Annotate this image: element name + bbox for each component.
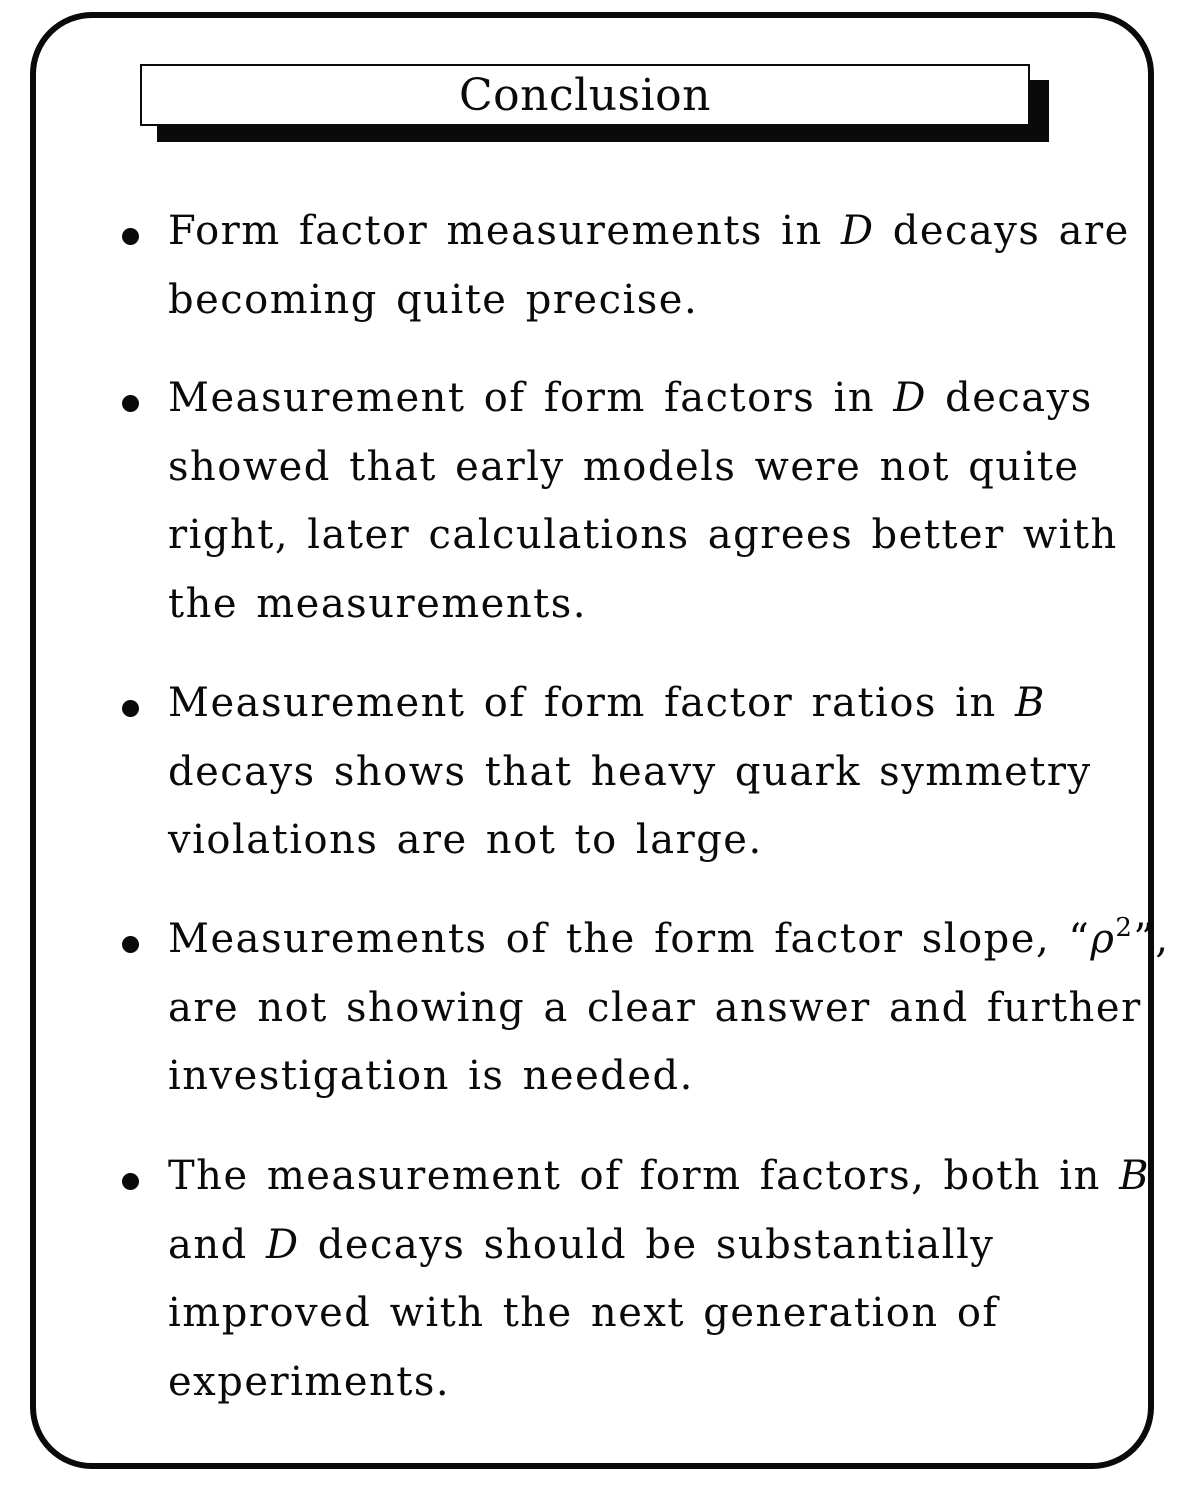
- bullet-text: [168, 905, 1170, 1111]
- text-line: Measurement of form factors in D decays: [168, 375, 1093, 421]
- text-line: The measurement of form factors, both in B: [168, 1153, 1150, 1199]
- text-line: improved with the next generation of: [168, 1290, 999, 1336]
- bullet-text: [168, 669, 1148, 875]
- text-line: investigation is needed.: [168, 1053, 694, 1099]
- bullet-text: [168, 197, 1148, 334]
- text-line: experiments.: [168, 1358, 451, 1405]
- bullet-dot-icon: [122, 228, 139, 245]
- text-line: Measurements of the form factor slope, “$\rho^2$”,: [168, 912, 1170, 962]
- text-line: violations are not to large.: [168, 817, 763, 863]
- text-line: showed that early models were not quite: [168, 443, 1080, 490]
- bullet-dot-icon: [122, 936, 139, 953]
- text-line: right, later calculations agrees better with: [168, 512, 1118, 558]
- text-line: decays shows that heavy quark symmetry: [168, 748, 1092, 795]
- text-line: and D decays should be substantially: [168, 1221, 995, 1268]
- bullet-dot-icon: [122, 1173, 139, 1190]
- text-line: the measurements.: [168, 580, 587, 627]
- bullet-dot-icon: [122, 700, 139, 717]
- text-line: Measurement of form factor ratios in B: [168, 680, 1046, 726]
- text-line: becoming quite precise.: [168, 276, 699, 323]
- slide-title: Conclusion: [140, 64, 1030, 126]
- bullet-dot-icon: [122, 395, 139, 412]
- text-line: Form factor measurements in D decays are: [168, 208, 1130, 254]
- text-line: are not showing a clear answer and further: [168, 984, 1142, 1031]
- bullet-text: [168, 1142, 1148, 1416]
- bullet-text: [168, 364, 1148, 638]
